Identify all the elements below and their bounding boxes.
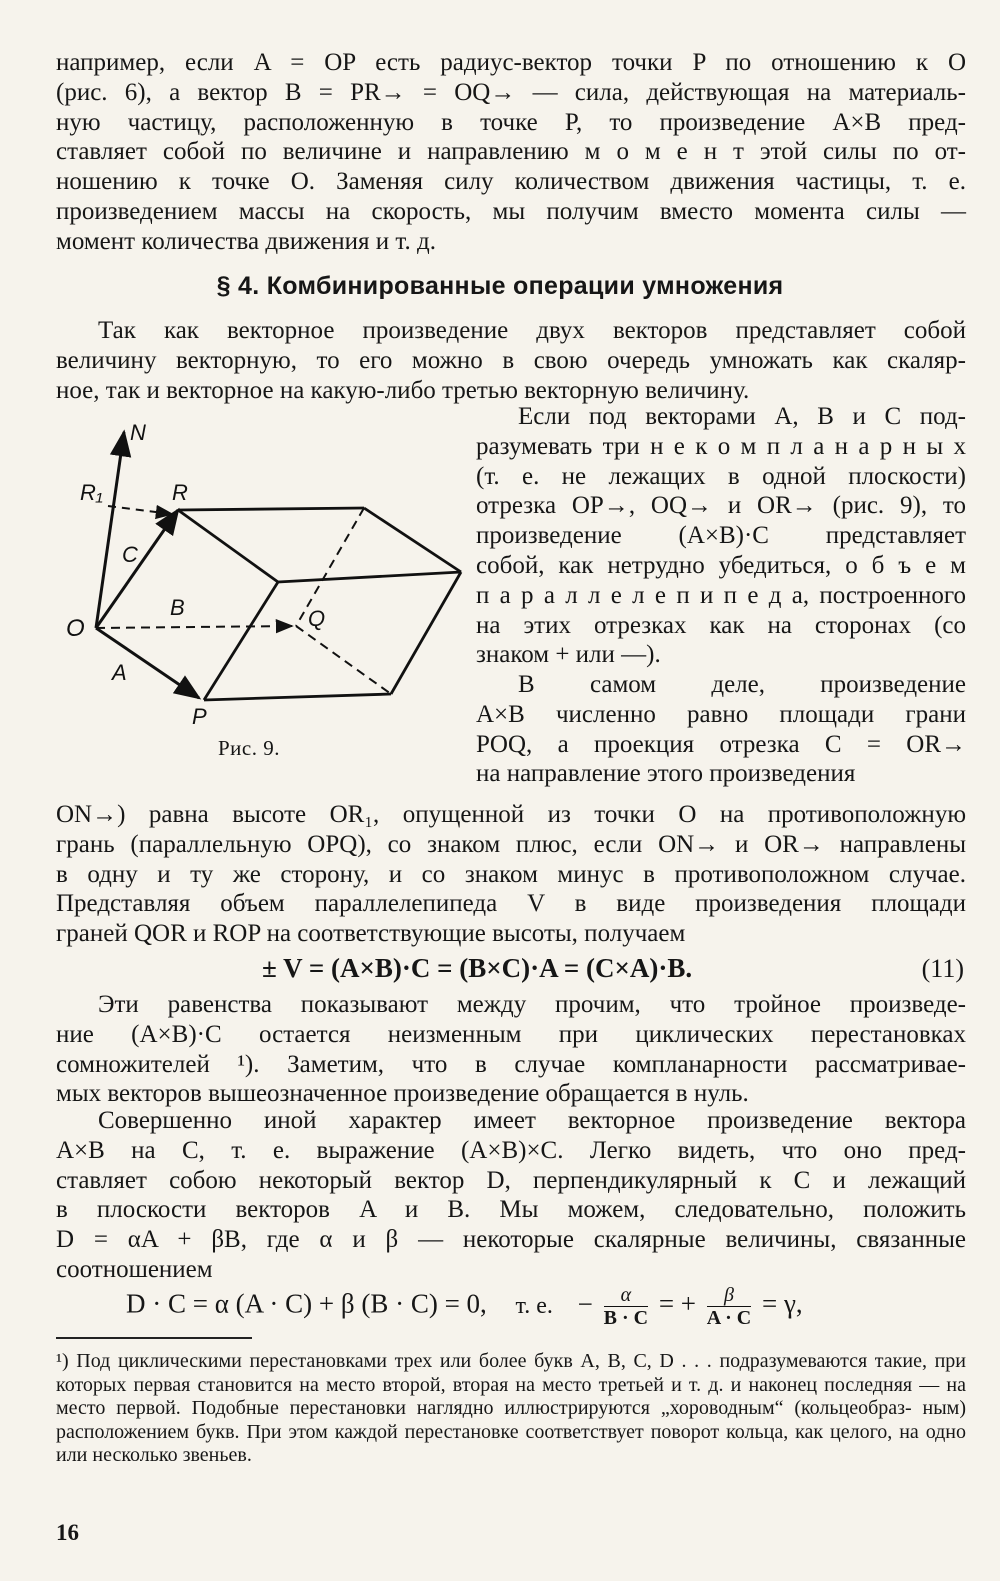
cyclic-line: ние (A×B)·C остается неизменным при циклических перестановках xyxy=(56,1020,966,1048)
equation-d-te: т. е. xyxy=(515,1292,553,1319)
edge-o-q-dashed xyxy=(96,626,292,628)
edge-q-bottom-dashed xyxy=(296,626,391,694)
right-column-line: Если под векторами A, B и C под- xyxy=(518,403,966,430)
label-b: B xyxy=(170,595,185,620)
continued-line: Представляя объем параллелепипеда V в виде произведения площади xyxy=(56,890,966,918)
intro-line: момент количества движения и т. д. xyxy=(56,227,436,255)
edge-bottom xyxy=(204,694,391,700)
edge-right-bottom xyxy=(391,572,461,694)
footnote-line: Подобные перестановки наглядно иллюстрируются „хороводным“ (кольцеобраз- xyxy=(191,1397,912,1420)
equation-d-fraction-2 xyxy=(707,1284,751,1329)
figure-caption: Рис. 9. xyxy=(218,736,280,760)
right-column-line: знаком + или —). xyxy=(476,641,661,669)
label-n: N xyxy=(130,420,146,445)
edge-r-mid xyxy=(178,510,278,582)
cyclic-line: мых векторов вышеозначенное произведение обращается в нуль. xyxy=(56,1080,749,1108)
footnote-line: вторая на место третьей и т. д. и наконец последняя — на место первой. xyxy=(56,1373,966,1420)
section-intro-line: Так как векторное произведение двух векторов представляет собой xyxy=(98,317,966,344)
intro-line: произведением массы на скорость, мы получим вместо момента силы — xyxy=(56,197,966,225)
intro-line: например, если A = OP есть радиус-вектор точки P по отношению к O xyxy=(56,49,966,76)
equation-d-tail: = γ, xyxy=(762,1288,803,1319)
footnote-line: поворот кольца, как целого, на одно или несколько звеньев. xyxy=(56,1420,966,1467)
edge-mid-right xyxy=(278,572,461,582)
edge-r1-r-dashed xyxy=(108,506,172,514)
intro-line: ношению к точке O. Заменяя силу количеством движения частицы, т. е. xyxy=(56,168,966,196)
right-column-line: п а р а л л е л е п и п е д а, построенного xyxy=(476,581,966,609)
intro-paragraph xyxy=(56,48,966,257)
edge-mid-bottom xyxy=(204,582,278,700)
double-cross-line: Совершенно иной характер имеет векторное произведение вектора xyxy=(98,1107,966,1134)
label-c: C xyxy=(122,542,138,567)
continued-line: грань (параллельную OPQ), со знаком плюс, если ON→ и OR→ направлены xyxy=(56,830,966,858)
right-column-line: собой, как нетрудно убедиться, о б ъ е м xyxy=(476,551,966,579)
fraction-2-numerator: β xyxy=(707,1284,751,1307)
double-cross-paragraph xyxy=(56,1106,966,1285)
double-cross-line: D = αA + βB, где α и β — некоторые скалярные величины, связанные xyxy=(56,1226,966,1254)
section-intro-paragraph xyxy=(56,316,966,405)
section-heading: § 4. Комбинированные операции умножения xyxy=(216,272,784,300)
label-p: P xyxy=(192,704,207,729)
right-column-line: на направление этого произведения xyxy=(476,760,856,788)
footnote-rule xyxy=(56,1337,252,1339)
equation-d-equals-plus: = + xyxy=(658,1288,697,1319)
right-column-line: В самом деле, произведение xyxy=(518,671,966,698)
label-r: R xyxy=(172,480,188,505)
double-cross-line: соотношением xyxy=(56,1255,213,1283)
continued-line: в одну и ту же сторону, и со знаком минус в противоположном случае. xyxy=(56,860,966,888)
label-r1: R₁ xyxy=(80,480,103,505)
right-column-line: A×B численно равно площади грани xyxy=(476,700,966,728)
equation-d-dot-c xyxy=(126,1284,803,1329)
footnote-line: ¹) Под циклическими перестановками трех или более букв A, B, C, D . . . xyxy=(56,1350,712,1372)
continued-line: граней QOR и ROP на соответствующие высоты, получаем xyxy=(56,920,686,948)
footnote-line: подразумеваются такие, при которых первая становится на место второй, xyxy=(56,1350,967,1396)
equation-11-body: ± V = (A×B)·C = (B×C)·A = (C×A)·B. xyxy=(262,953,693,983)
intro-line: (рис. 6), а вектор B = PR→ = OQ→ — сила, действующая на материаль- xyxy=(56,78,966,106)
label-a: A xyxy=(112,660,127,685)
right-column-paragraph-2 xyxy=(476,670,966,789)
right-column-line: (т. е. не лежащих в одной плоскости) xyxy=(476,462,966,490)
edge-r-top xyxy=(178,508,364,510)
right-column-line: разумевать три н е к о м п л а н а р н ы х xyxy=(476,432,966,460)
equation-d-minus: − xyxy=(577,1288,593,1319)
footnote-line: ным) расположением букв. При этом каждой перестановке соответствует xyxy=(56,1397,966,1443)
fraction-2-denominator: A · C xyxy=(706,1307,752,1329)
edge-o-r xyxy=(96,510,178,628)
fraction-1-numerator: α xyxy=(604,1284,648,1307)
edge-o-n xyxy=(96,432,124,628)
label-o: O xyxy=(66,615,85,642)
double-cross-line: ставляет собою некоторый вектор D, перпендикулярный к C и лежащий xyxy=(56,1166,966,1194)
equation-11 xyxy=(262,952,692,984)
right-column-paragraph xyxy=(476,402,966,670)
equation-d-left: D · C = α (A · C) + β (B · C) = 0, xyxy=(126,1288,487,1319)
right-column-line: POQ, а проекция отрезка C = OR→ xyxy=(476,730,966,758)
fraction-1-denominator: B · C xyxy=(603,1307,649,1329)
edge-top-right xyxy=(364,508,461,572)
edge-top-q-dashed xyxy=(296,508,364,626)
cyclic-line: сомножителей ¹). Заметим, что в случае компланарности рассматривае- xyxy=(56,1050,966,1078)
continued-paragraph xyxy=(56,800,966,949)
cyclic-paragraph xyxy=(56,990,966,1109)
section-intro-line: величину векторную, то его можно в свою очередь умножать как скаляр- xyxy=(56,346,966,374)
cyclic-line: Эти равенства показывают между прочим, что тройное произведе- xyxy=(98,991,966,1018)
page-number: 16 xyxy=(56,1520,79,1545)
intro-line: ную частицу, расположенную в точке P, то произведение A×B пред- xyxy=(56,108,966,136)
footnote xyxy=(56,1350,966,1468)
label-q: Q xyxy=(308,606,326,631)
figure-parallelepiped xyxy=(56,410,476,740)
intro-line: ставляет собой по величине и направлению м о м е н т этой силы по от- xyxy=(56,138,966,166)
continued-line: ON→) равна высоте OR₁, опущенной из точки O на противоположную xyxy=(56,801,966,828)
double-cross-line: A×B на C, т. е. выражение (A×B)×C. Легко видеть, что оно пред- xyxy=(56,1136,966,1164)
equation-d-fraction-1 xyxy=(604,1284,648,1329)
section-intro-line: ное, так и векторное на какую-либо третью векторную величину. xyxy=(56,376,750,404)
right-column-line: произведение (A×B)·C представляет xyxy=(476,522,966,550)
right-column-line: на этих отрезках как на сторонах (со xyxy=(476,611,966,639)
equation-11-number: (11) xyxy=(921,954,964,983)
double-cross-line: в плоскости векторов A и B. Мы можем, следовательно, положить xyxy=(56,1196,966,1224)
right-column-line: отрезка OP→, OQ→ и OR→ (рис. 9), то xyxy=(476,492,966,520)
